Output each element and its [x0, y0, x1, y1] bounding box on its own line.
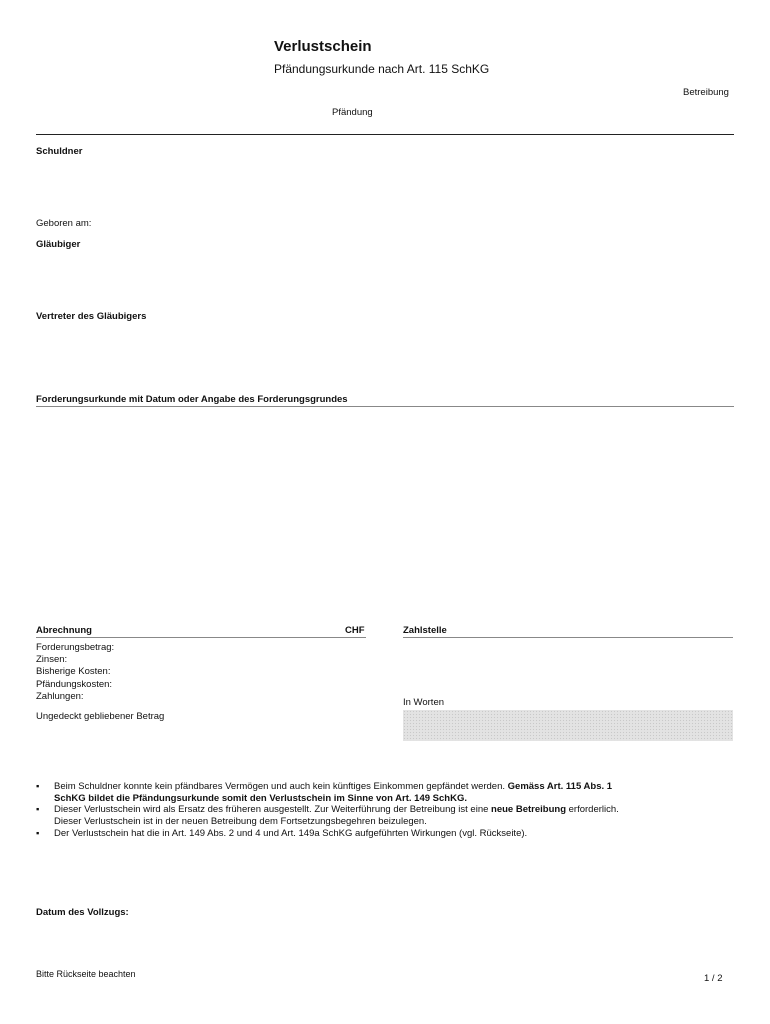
- note-text: Dieser Verlustschein ist in der neuen Betreibung dem Fortsetzungsbegehren beizulegen.: [54, 816, 427, 828]
- note-item: [36, 804, 736, 827]
- note-item: [36, 828, 736, 840]
- note-bold-text: neue Betreibung: [491, 804, 566, 816]
- pfaendung-label: Pfändung: [332, 107, 373, 118]
- zahlstelle-divider: [403, 637, 733, 638]
- page-number: 1 / 2: [704, 973, 723, 984]
- datum-label: Datum des Vollzugs:: [36, 907, 129, 918]
- in-worten-label: In Worten: [403, 697, 445, 708]
- forderungsurkunde-label: Forderungsurkunde mit Datum oder Angabe des Forderungsgrundes: [36, 394, 348, 405]
- abrechnung-row: Zahlungen:: [36, 690, 84, 702]
- in-worten-field: [403, 710, 733, 741]
- note-item: [36, 781, 736, 804]
- abrechnung-row: Zinsen:: [36, 654, 68, 666]
- vertreter-label: Vertreter des Gläubigers: [36, 311, 147, 322]
- currency-label: CHF: [345, 625, 365, 636]
- document-title: Verlustschein: [274, 38, 372, 55]
- bullet-icon: ▪: [36, 804, 40, 816]
- betreibung-label: Betreibung: [683, 87, 729, 98]
- abrechnung-row: Bisherige Kosten:: [36, 666, 111, 678]
- note-text: Dieser Verlustschein wird als Ersatz des früheren ausgestellt. Zur Weiterführung der Betreibung ist eine: [54, 804, 492, 816]
- bullet-icon: ▪: [36, 827, 40, 839]
- note-text: Beim Schuldner konnte kein pfändbares Vermögen und auch kein künftiges Einkommen gepfändet werden.: [54, 781, 508, 792]
- document-subtitle: Pfändungsurkunde nach Art. 115 SchKG: [274, 62, 490, 76]
- note-text: Der Verlustschein hat die in Art. 149 Abs. 2 und 4 und Art. 149a SchKG aufgeführten Wirkungen (vgl. Rückseite).: [54, 827, 528, 839]
- abrechnung-heading: Abrechnung: [36, 625, 92, 636]
- schuldner-label: Schuldner: [36, 146, 83, 157]
- bullet-icon: ▪: [36, 781, 40, 792]
- zahlstelle-heading: Zahlstelle: [403, 625, 447, 636]
- abrechnung-rows: [36, 642, 114, 703]
- glaeubiger-label: Gläubiger: [36, 239, 81, 250]
- note-bold-text: SchKG bildet die Pfändungsurkunde somit den Verlustschein im Sinne von Art. 149 SchKG.: [54, 792, 467, 804]
- bitte-label: Bitte Rückseite beachten: [36, 969, 136, 979]
- header-divider: [36, 134, 734, 135]
- abrechnung-row: Forderungsbetrag:: [36, 642, 115, 653]
- note-text: erforderlich.: [566, 804, 619, 816]
- abrechnung-row: Pfändungskosten:: [36, 678, 113, 690]
- geboren-label: Geboren am:: [36, 218, 92, 229]
- abrechnung-divider: [36, 637, 366, 638]
- note-bold-text: Gemäss Art. 115 Abs. 1: [507, 781, 613, 792]
- notes-list: [36, 781, 736, 840]
- ungedeckt-label: Ungedeckt gebliebener Betrag: [36, 711, 165, 722]
- forderungsurkunde-divider: [36, 406, 734, 407]
